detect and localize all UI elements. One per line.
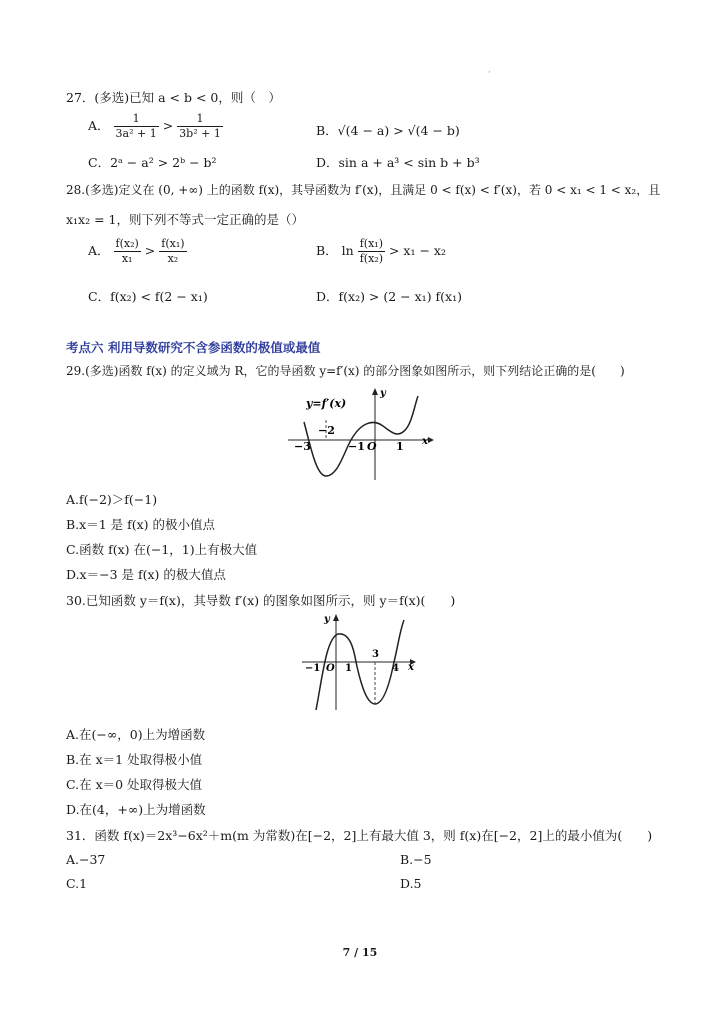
q29-tick-1: 1 (396, 440, 404, 453)
q29-option-d: D.x＝−3 是 f(x) 的极大值点 (66, 567, 226, 582)
q28-stem-line1: 28.(多选)定义在 (0, +∞) 上的函数 f(x)，其导函数为 f′(x)，且满足 0 < f(x) < f′(x)，若 0 < x₁ < 1 < x₂，且 (66, 183, 661, 197)
q30-tick-1: 1 (345, 663, 352, 674)
q29-option-b: B.x＝1 是 f(x) 的极小值点 (66, 517, 216, 532)
q30-option-c: C.在 x＝0 处取得极大值 (66, 777, 203, 792)
q28-a-frac2 (159, 237, 186, 266)
q29-tick-m3: −3 (294, 440, 311, 453)
q28-a-den2: x₂ (167, 252, 179, 265)
q29-x-arrow (428, 437, 434, 443)
q31-option-c: C.1 (66, 876, 88, 891)
q31-option-a: A.−37 (66, 852, 106, 867)
q28-stem-line2: x₁x₂ = 1，则下列不等式一定正确的是（） (66, 212, 304, 227)
header-mark: · (488, 68, 491, 78)
q29-x-label: x (422, 436, 428, 447)
q27-a-den1: 3a² + 1 (115, 127, 157, 140)
q29-tick-m1: −1 (348, 440, 365, 453)
q28-a-num2: f(x₁) (161, 237, 185, 250)
q30-option-a: A.在(−∞，0)上为增函数 (66, 727, 206, 742)
q27-a-num1: 1 (114, 112, 159, 127)
section-title: 考点六 利用导数研究不含参函数的极值或最值 (66, 340, 321, 355)
q27-a-den2: 3b² + 1 (179, 127, 221, 140)
q28-b-ln: ln (341, 243, 354, 258)
q27-a-gt: > (162, 118, 174, 133)
q30-tick-3: 3 (372, 649, 379, 660)
q30-option-b: B.在 x＝1 处取得极小值 (66, 752, 203, 767)
q28-option-c: C．f(x₂) < f(2 − x₁) (88, 289, 208, 304)
q30-option-d: D.在(4，+∞)上为增函数 (66, 802, 206, 817)
q28-b-num: f(x₁) (359, 237, 383, 250)
q30-y-label: y (324, 614, 330, 625)
q31-option-d: D.5 (400, 876, 422, 891)
q31-stem: 31．函数 f(x)＝2x³−6x²＋m(m 为常数)在[−2，2]上有最大值 3，则 f(x)在[−2，2]上的最小值为( ) (66, 828, 653, 843)
q27-option-a (88, 112, 223, 141)
q29-tick-o: O (367, 440, 377, 453)
q29-option-c: C.函数 f(x) 在(−1，1)上有极大值 (66, 542, 258, 557)
q27-a-num2: 1 (177, 112, 223, 127)
q29-graph-label: y=f′(x) (306, 397, 347, 410)
q28-option-d: D．f(x₂) > (2 − x₁) f(x₁) (316, 289, 462, 304)
q31-option-b: B.−5 (400, 852, 432, 867)
q27-option-a-label: A． (88, 118, 110, 133)
q28-b-frac (358, 237, 385, 266)
q30-tick-m1: −1 (305, 663, 321, 674)
q28-b-den: f(x₂) (359, 252, 383, 265)
q27-option-d: D．sin a + a³ < sin b + b³ (316, 155, 480, 170)
q28-a-frac1 (114, 237, 141, 266)
q28-a-num1: f(x₂) (115, 237, 139, 250)
q30-tick-o: O (326, 663, 335, 674)
page-number: 7 / 15 (342, 946, 378, 959)
q30-x-label: x (408, 662, 414, 673)
q27-stem: 27．(多选)已知 a < b < 0，则（ ） (66, 90, 281, 105)
q28-option-b-label: B． (316, 243, 338, 258)
q29-option-a: A.f(−2)＞f(−1) (66, 492, 158, 507)
q27-a-frac1 (114, 112, 159, 141)
q28-option-a-label: A． (88, 243, 110, 258)
q27-option-b: B．√(4 − a) > √(4 − b) (316, 123, 460, 138)
q30-stem: 30.已知函数 y＝f(x)，其导数 f′(x) 的图象如图所示，则 y＝f(x)( ) (66, 593, 456, 608)
q28-option-b (316, 237, 446, 266)
q29-tick-m2: −2 (318, 424, 335, 437)
q29-graph (288, 384, 438, 484)
q29-y-arrow (372, 388, 378, 395)
q28-a-gt: > (144, 243, 156, 258)
q27-a-frac2 (177, 112, 223, 141)
q30-tick-4: 4 (392, 663, 399, 674)
q29-y-label: y (380, 388, 386, 399)
q30-graph (300, 610, 420, 714)
q29-stem: 29.(多选)函数 f(x) 的定义域为 R，它的导函数 y=f′(x) 的部分图象如图所示，则下列结论正确的是( ) (66, 364, 625, 378)
q28-a-den1: x₁ (121, 252, 133, 265)
q30-y-arrow (333, 614, 339, 621)
q27-option-c: C．2ᵃ − a² > 2ᵇ − b² (88, 155, 217, 170)
q28-option-a (88, 237, 187, 266)
q28-b-rest: > x₁ − x₂ (388, 243, 446, 258)
